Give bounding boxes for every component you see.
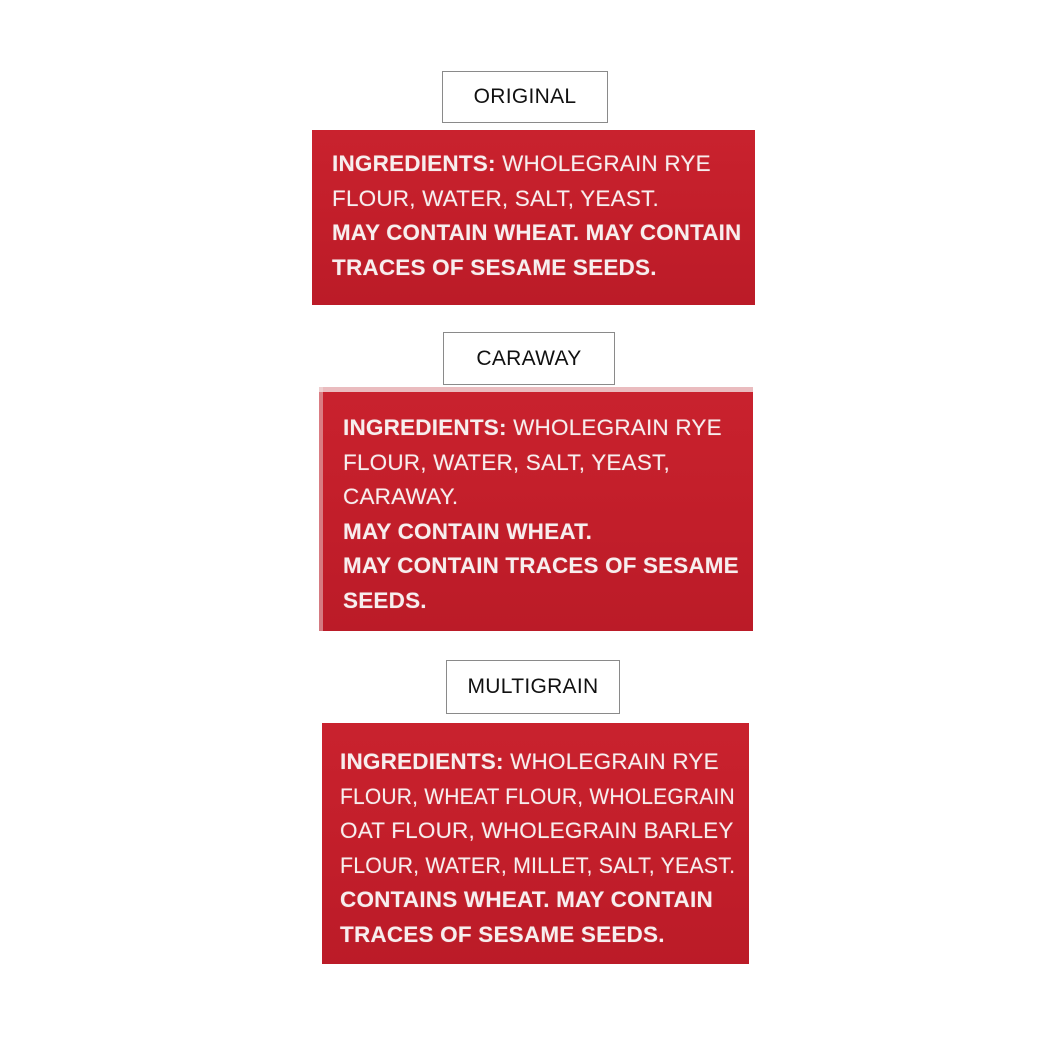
allergen-line: MAY CONTAIN WHEAT. [343,518,593,544]
ingredient-line: FLOUR, WATER, SALT, YEAST, [343,449,670,475]
ingredient-line: FLOUR, WATER, SALT, YEAST. [332,185,659,211]
allergen-line: MAY CONTAIN WHEAT. MAY CONTAIN [332,220,742,245]
allergen-line: TRACES OF SESAME SEEDS. [332,254,657,280]
allergen-line: SEEDS. [343,587,427,613]
ingredients-panel-caraway [319,387,753,631]
allergen-line: MAY CONTAIN TRACES OF SESAME [343,553,739,578]
variant-label-original: ORIGINAL [442,71,608,123]
ingredient-line: INGREDIENTS: WHOLEGRAIN RYE [332,151,711,176]
allergen-line: TRACES OF SESAME SEEDS. [340,921,665,947]
ingredient-line: FLOUR, WATER, MILLET, SALT, YEAST. [340,852,736,878]
ingredient-line: OAT FLOUR, WHOLEGRAIN BARLEY [340,818,734,843]
variant-label-multigrain: MULTIGRAIN [446,660,620,714]
ingredients-panel-multigrain [322,723,749,964]
ingredient-line: INGREDIENTS: WHOLEGRAIN RYE [343,415,722,440]
ingredient-line: INGREDIENTS: WHOLEGRAIN RYE [340,749,719,774]
ingredient-line: CARAWAY. [343,484,459,509]
ingredients-panel-original [312,130,755,305]
ingredient-line: FLOUR, WHEAT FLOUR, WHOLEGRAIN [340,783,735,809]
variant-label-caraway: CARAWAY [443,332,615,385]
allergen-line: CONTAINS WHEAT. MAY CONTAIN [340,887,713,912]
